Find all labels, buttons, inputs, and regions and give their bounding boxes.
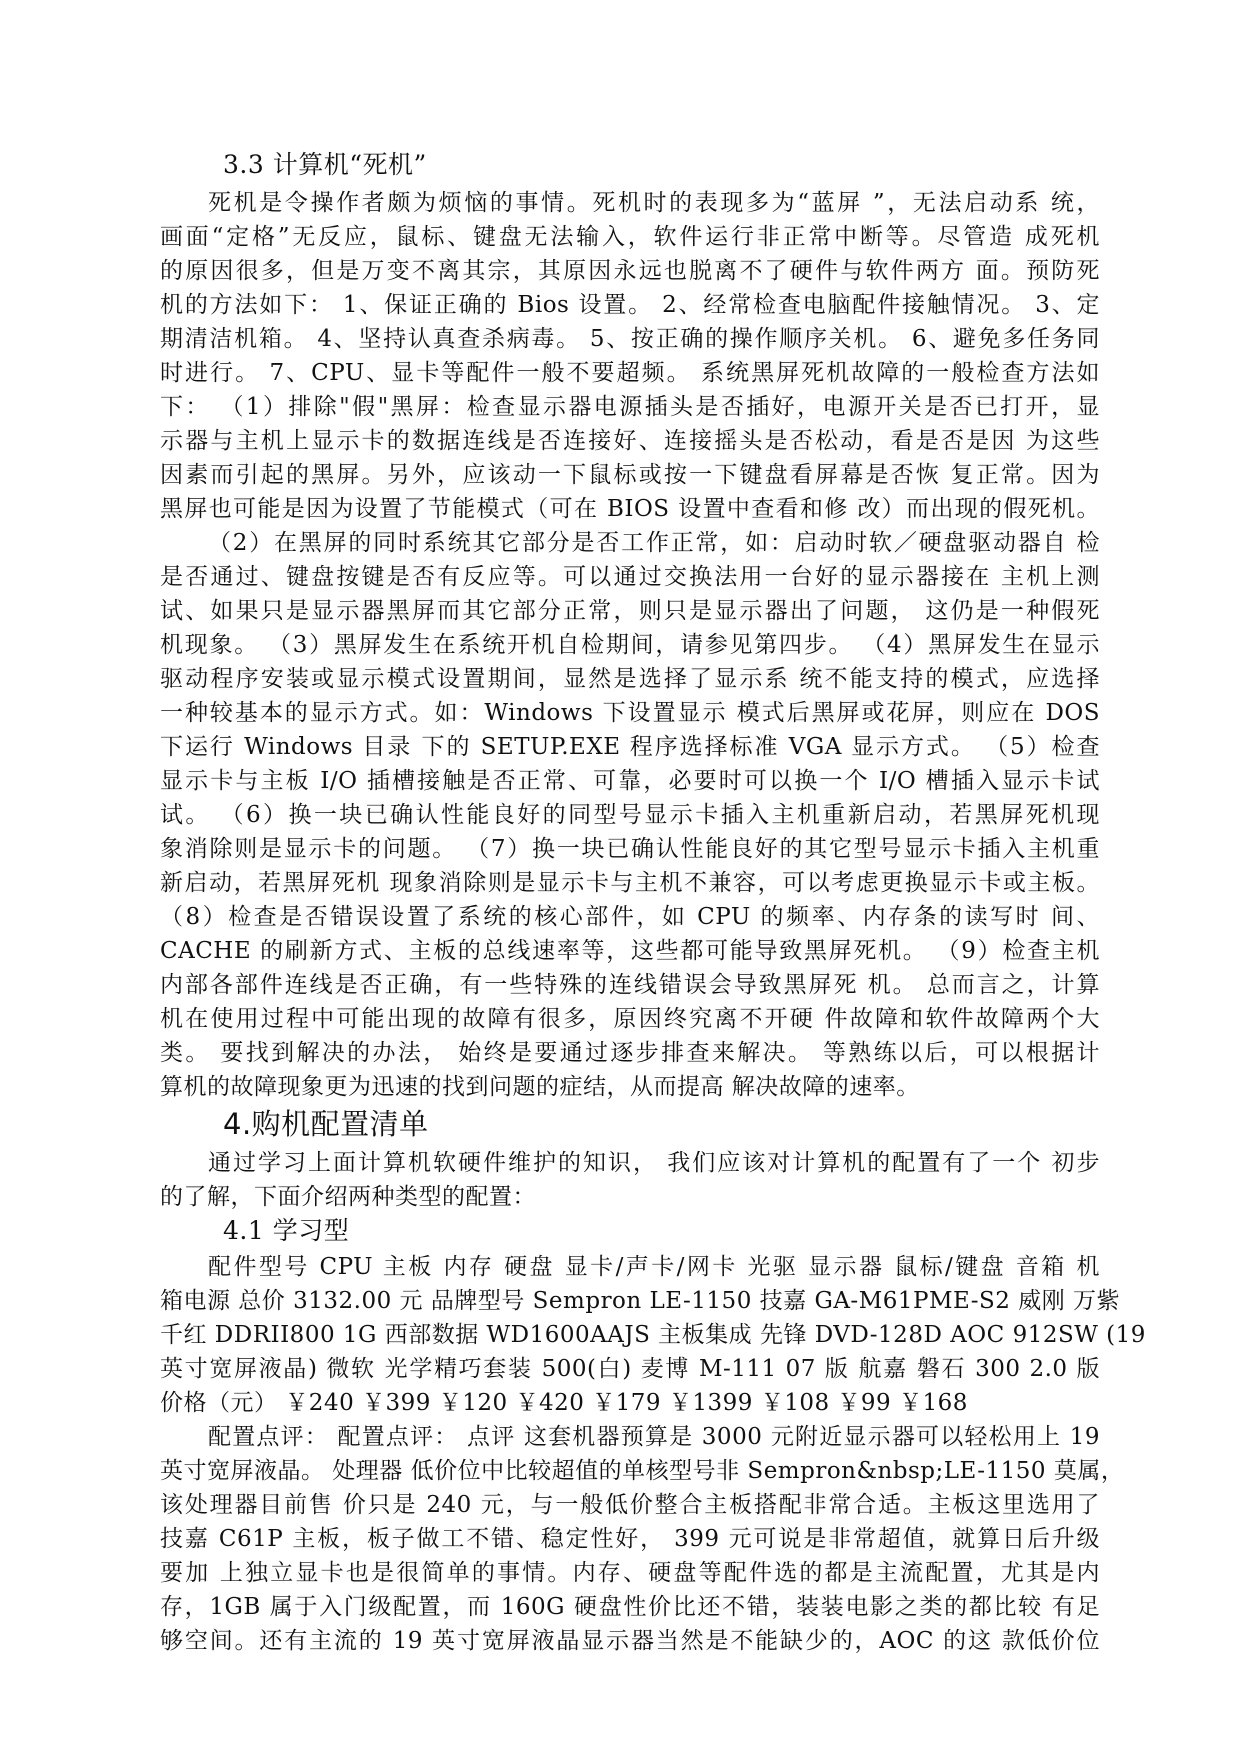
paragraph-line: 内部各部件连线是否正确，有一些特殊的连线错误会导致黑屏死 机。 总而言之，计算 — [160, 972, 1100, 998]
section-heading-4-1: 4.1 学习型 — [223, 1216, 350, 1245]
paragraph-line: 新启动，若黑屏死机 现象消除则是显示卡与主机不兼容，可以考虑更换显示卡或主板。 — [160, 870, 1100, 896]
paragraph-line: 因素而引起的黑屏。另外，应该动一下鼠标或按一下键盘看屏幕是否恢 复正常。因为 — [160, 462, 1100, 488]
section-heading-4: 4.购机配置清单 — [223, 1107, 429, 1141]
paragraph-line: 类。 要找到解决的办法， 始终是要通过逐步排查来解决。 等熟练以后，可以根据计 — [160, 1040, 1100, 1066]
price-line: 价格（元） ￥240 ￥399 ￥120 ￥420 ￥179 ￥1399 ￥108 ￥99 ￥168 — [160, 1390, 968, 1416]
paragraph-line: 的了解，下面介绍两种类型的配置： — [160, 1184, 536, 1210]
paragraph-line: 的原因很多，但是万变不离其宗，其原因永远也脱离不了硬件与软件两方 面。预防死 — [160, 258, 1100, 284]
config-line: 配件型号 CPU 主板 内存 硬盘 显卡/声卡/网卡 光驱 显示器 鼠标/键盘 音箱 机 — [208, 1254, 1100, 1280]
paragraph-line: 下： （1）排除"假"黑屏：检查显示器电源插头是否插好，电源开关是否已打开，显 — [160, 394, 1100, 420]
paragraph-line: 下运行 Windows 目录 下的 SETUP.EXE 程序选择标准 VGA 显示方式。 （5）检查 — [160, 734, 1100, 760]
review-line: 英寸宽屏液晶。 处理器 低价位中比较超值的单核型号非 Sempron&nbsp;LE-1150 莫属， — [160, 1458, 1125, 1484]
config-line: 英寸宽屏液晶) 微软 光学精巧套装 500(白) 麦博 M-111 07 版 航嘉 磐石 300 2.0 版 — [160, 1356, 1100, 1382]
paragraph-line: 机现象。 （3）黑屏发生在系统开机自检期间，请参见第四步。 （4）黑屏发生在显示 — [160, 632, 1100, 658]
section-heading-3-3: 3.3 计算机“死机” — [223, 150, 427, 179]
paragraph-line: 显示卡与主板 I/O 插槽接触是否正常、可靠，必要时可以换一个 I/O 槽插入显示卡试 — [160, 768, 1100, 794]
paragraph-line: 试。 （6）换一块已确认性能良好的同型号显示卡插入主机重新启动，若黑屏死机现 — [160, 802, 1100, 828]
paragraph-line: 驱动程序安装或显示模式设置期间，显然是选择了显示系 统不能支持的模式，应选择 — [160, 666, 1100, 692]
review-line: 配置点评： 配置点评： 点评 这套机器预算是 3000 元附近显示器可以轻松用上 19 — [208, 1424, 1100, 1450]
paragraph-line: 试、如果只是显示器黑屏而其它部分正常，则只是显示器出了问题， 这仍是一种假死 — [160, 598, 1100, 624]
paragraph-line: 一种较基本的显示方式。如：Windows 下设置显示 模式后黑屏或花屏，则应在 DOS — [160, 700, 1100, 726]
paragraph-line: 死机是令操作者颇为烦恼的事情。死机时的表现多为“蓝屏 ”，无法启动系 统， — [208, 190, 1100, 216]
paragraph-line: 象消除则是显示卡的问题。 （7）换一块已确认性能良好的其它型号显示卡插入主机重 — [160, 836, 1100, 862]
paragraph-line: （8）检查是否错误设置了系统的核心部件，如 CPU 的频率、内存条的读写时 间、 — [160, 904, 1100, 930]
paragraph-line: 机的方法如下： 1、保证正确的 Bios 设置。 2、经常检查电脑配件接触情况。 3、定 — [160, 292, 1100, 318]
paragraph-line: 是否通过、键盘按键是否有反应等。可以通过交换法用一台好的显示器接在 主机上测 — [160, 564, 1100, 590]
paragraph-line: 黑屏也可能是因为设置了节能模式（可在 BIOS 设置中查看和修 改）而出现的假死机。 — [160, 496, 1100, 522]
paragraph-line: 画面“定格”无反应，鼠标、键盘无法输入，软件运行非正常中断等。尽管造 成死机 — [160, 224, 1100, 250]
review-line: 存，1GB 属于入门级配置，而 160G 硬盘性价比还不错，装装电影之类的都比较 有足 — [160, 1594, 1100, 1620]
paragraph-line: （2）在黑屏的同时系统其它部分是否工作正常，如：启动时软／硬盘驱动器自 检 — [208, 530, 1100, 556]
paragraph-line: 示器与主机上显示卡的数据连线是否连接好、连接摇头是否松动，看是否是因 为这些 — [160, 428, 1100, 454]
paragraph-line: CACHE 的刷新方式、主板的总线速率等，这些都可能导致黑屏死机。 （9）检查主机 — [160, 938, 1100, 964]
review-line: 该处理器目前售 价只是 240 元，与一般低价整合主板搭配非常合适。主板这里选用了 — [160, 1492, 1100, 1518]
review-line: 够空间。还有主流的 19 英寸宽屏液晶显示器当然是不能缺少的，AOC 的这 款低价位 — [160, 1628, 1100, 1654]
review-line: 技嘉 C61P 主板，板子做工不错、稳定性好， 399 元可说是非常超值，就算日后升级 — [160, 1526, 1100, 1552]
paragraph-line: 期清洁机箱。 4、坚持认真查杀病毒。 5、按正确的操作顺序关机。 6、避免多任务同 — [160, 326, 1100, 352]
paragraph-line: 时进行。 7、CPU、显卡等配件一般不要超频。 系统黑屏死机故障的一般检查方法如 — [160, 360, 1100, 386]
paragraph-line: 算机的故障现象更为迅速的找到问题的症结，从而提高 解决故障的速率。 — [160, 1074, 920, 1100]
config-line: 千红 DDRII800 1G 西部数据 WD1600AAJS 主板集成 先锋 DVD-128D AOC 912SW (19 — [160, 1322, 1146, 1348]
config-line: 箱电源 总价 3132.00 元 品牌型号 Sempron LE-1150 技嘉 GA-M61PME-S2 威刚 万紫 — [160, 1288, 1121, 1314]
paragraph-line: 通过学习上面计算机软硬件维护的知识， 我们应该对计算机的配置有了一个 初步 — [208, 1150, 1100, 1176]
review-line: 要加 上独立显卡也是很简单的事情。内存、硬盘等配件选的都是主流配置，尤其是内 — [160, 1560, 1100, 1586]
paragraph-line: 机在使用过程中可能出现的故障有很多，原因终究离不开硬 件故障和软件故障两个大 — [160, 1006, 1100, 1032]
